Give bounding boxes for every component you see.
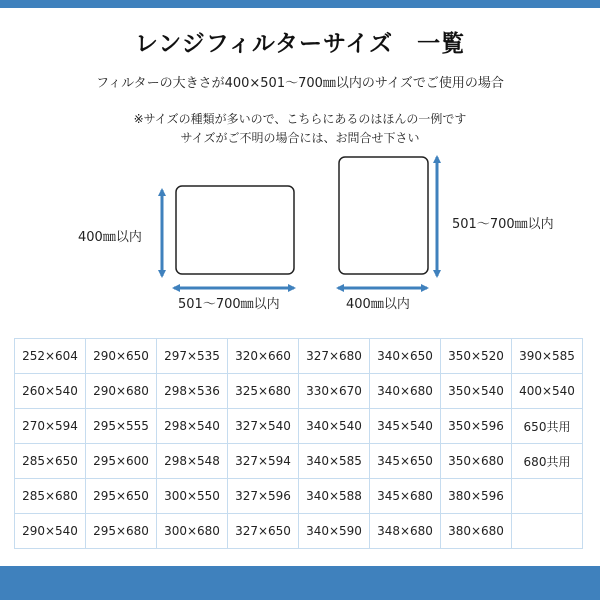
table-cell: 325×680 [228,374,299,409]
landscape-width-label: 501～700㎜以内 [178,297,280,312]
table-cell: 340×650 [370,339,441,374]
table-cell: 327×680 [299,339,370,374]
table-cell: 295×600 [86,444,157,479]
note-line-2: サイズがご不明の場合には、お問合せ下さい [180,131,420,145]
table-cell [512,479,583,514]
table-cell: 327×594 [228,444,299,479]
table-cell: 350×680 [441,444,512,479]
table-cell: 298×536 [157,374,228,409]
table-cell: 340×588 [299,479,370,514]
table-cell: 298×540 [157,409,228,444]
table-cell: 350×596 [441,409,512,444]
landscape-filter-shape [176,186,294,274]
table-cell: 252×604 [15,339,86,374]
table-cell: 400×540 [512,374,583,409]
page-title: レンジフィルターサイズ 一覧 [134,31,466,57]
table-cell: 297×535 [157,339,228,374]
table-cell: 260×540 [15,374,86,409]
table-cell: 295×650 [86,479,157,514]
table-row [15,339,583,374]
bottom-accent-bar [0,566,600,600]
table-row [15,514,583,549]
table-cell: 285×680 [15,479,86,514]
table-cell: 348×680 [370,514,441,549]
table-row [15,409,583,444]
table-cell: 650共用 [512,409,583,444]
page-subtitle: フィルターの大きさが400×501～700㎜以内のサイズでご使用の場合 [96,76,504,91]
size-table [14,338,583,549]
table-cell: 327×540 [228,409,299,444]
portrait-width-label: 400㎜以内 [346,297,410,312]
table-cell: 340×590 [299,514,370,549]
table-cell: 340×585 [299,444,370,479]
table-cell: 295×680 [86,514,157,549]
table-cell: 327×650 [228,514,299,549]
portrait-filter-shape [339,157,428,274]
table-cell: 290×680 [86,374,157,409]
table-cell: 380×596 [441,479,512,514]
table-cell: 298×548 [157,444,228,479]
table-cell: 290×540 [15,514,86,549]
table-cell: 680共用 [512,444,583,479]
portrait-height-label: 501～700㎜以内 [452,217,554,232]
table-cell: 330×670 [299,374,370,409]
table-cell: 300×680 [157,514,228,549]
table-cell: 350×540 [441,374,512,409]
table-row [15,374,583,409]
table-cell: 295×555 [86,409,157,444]
note-line-1: ※サイズの種類が多いので、こちらにあるのはほんの一例です [133,112,467,126]
table-cell: 340×680 [370,374,441,409]
table-cell: 345×650 [370,444,441,479]
table-cell: 290×650 [86,339,157,374]
table-cell: 285×650 [15,444,86,479]
table-cell: 270×594 [15,409,86,444]
table-cell: 327×596 [228,479,299,514]
table-cell: 380×680 [441,514,512,549]
table-row [15,479,583,514]
table-cell: 390×585 [512,339,583,374]
table-cell: 350×520 [441,339,512,374]
table-cell [512,514,583,549]
table-cell: 300×550 [157,479,228,514]
table-cell: 320×660 [228,339,299,374]
table-cell: 345×540 [370,409,441,444]
table-cell: 340×540 [299,409,370,444]
table-cell: 345×680 [370,479,441,514]
table-row [15,444,583,479]
landscape-height-label: 400㎜以内 [78,230,142,245]
